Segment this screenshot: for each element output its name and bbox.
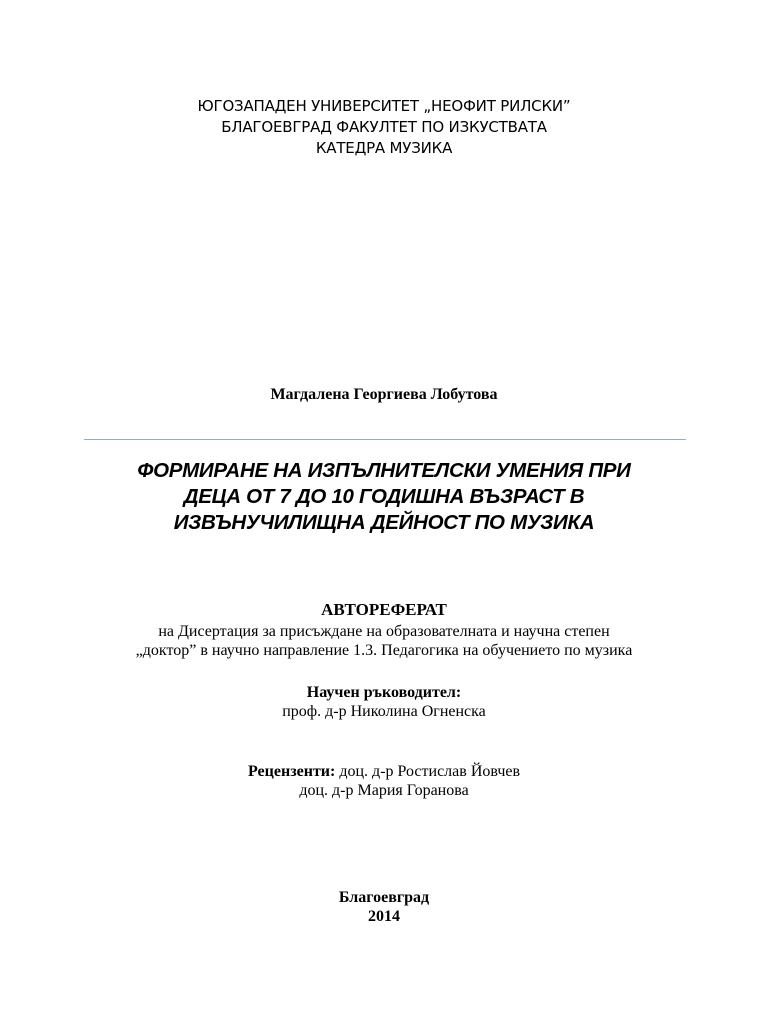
footer-city: Благоевград xyxy=(338,889,430,906)
faculty-name: БЛАГОЕВГРАД ФАКУЛТЕТ ПО ИЗКУСТВАТА xyxy=(221,118,547,136)
department-name: КАТЕДРА МУЗИКА xyxy=(315,139,453,157)
reviewers-label: Рецензенти: xyxy=(247,763,336,780)
abstract-heading: АВТОРЕФЕРАТ xyxy=(321,600,447,619)
reviewers-block xyxy=(0,762,768,800)
title-line-2: ДЕЦА ОТ 7 ДО 10 ГОДИШНА ВЪЗРАСТ В xyxy=(183,485,585,508)
footer-block xyxy=(0,888,768,926)
abstract-line-1: на Дисертация за присъждане на образователната и научна степен xyxy=(158,623,610,640)
abstract-description xyxy=(0,622,768,660)
supervisor-block xyxy=(0,683,768,721)
footer-year: 2014 xyxy=(368,908,400,925)
divider-line xyxy=(84,439,686,440)
title-line-3: ИЗВЪНУЧИЛИЩНА ДЕЙНОСТ ПО МУЗИКА xyxy=(173,511,595,534)
university-header xyxy=(0,96,768,159)
reviewer-first: доц. д-р Ростислав Йовчев xyxy=(335,763,521,780)
supervisor-label: Научен ръководител: xyxy=(306,684,462,701)
title-line-1: ФОРМИРАНЕ НА ИЗПЪЛНИТЕЛСКИ УМЕНИЯ ПРИ xyxy=(137,459,631,482)
university-name: ЮГОЗАПАДЕН УНИВЕРСИТЕТ „НЕОФИТ РИЛСКИ” xyxy=(197,97,571,115)
reviewer-second: доц. д-р Мария Горанова xyxy=(299,782,469,799)
supervisor-name: проф. д-р Николина Огненска xyxy=(282,703,486,720)
author-name: Магдалена Георгиева Лобутова xyxy=(270,386,498,403)
dissertation-title xyxy=(0,458,768,536)
reviewers-line-1 xyxy=(0,762,768,781)
abstract-line-2: „доктор” в научно направление 1.3. Педагогика на обучението по музика xyxy=(135,642,633,659)
